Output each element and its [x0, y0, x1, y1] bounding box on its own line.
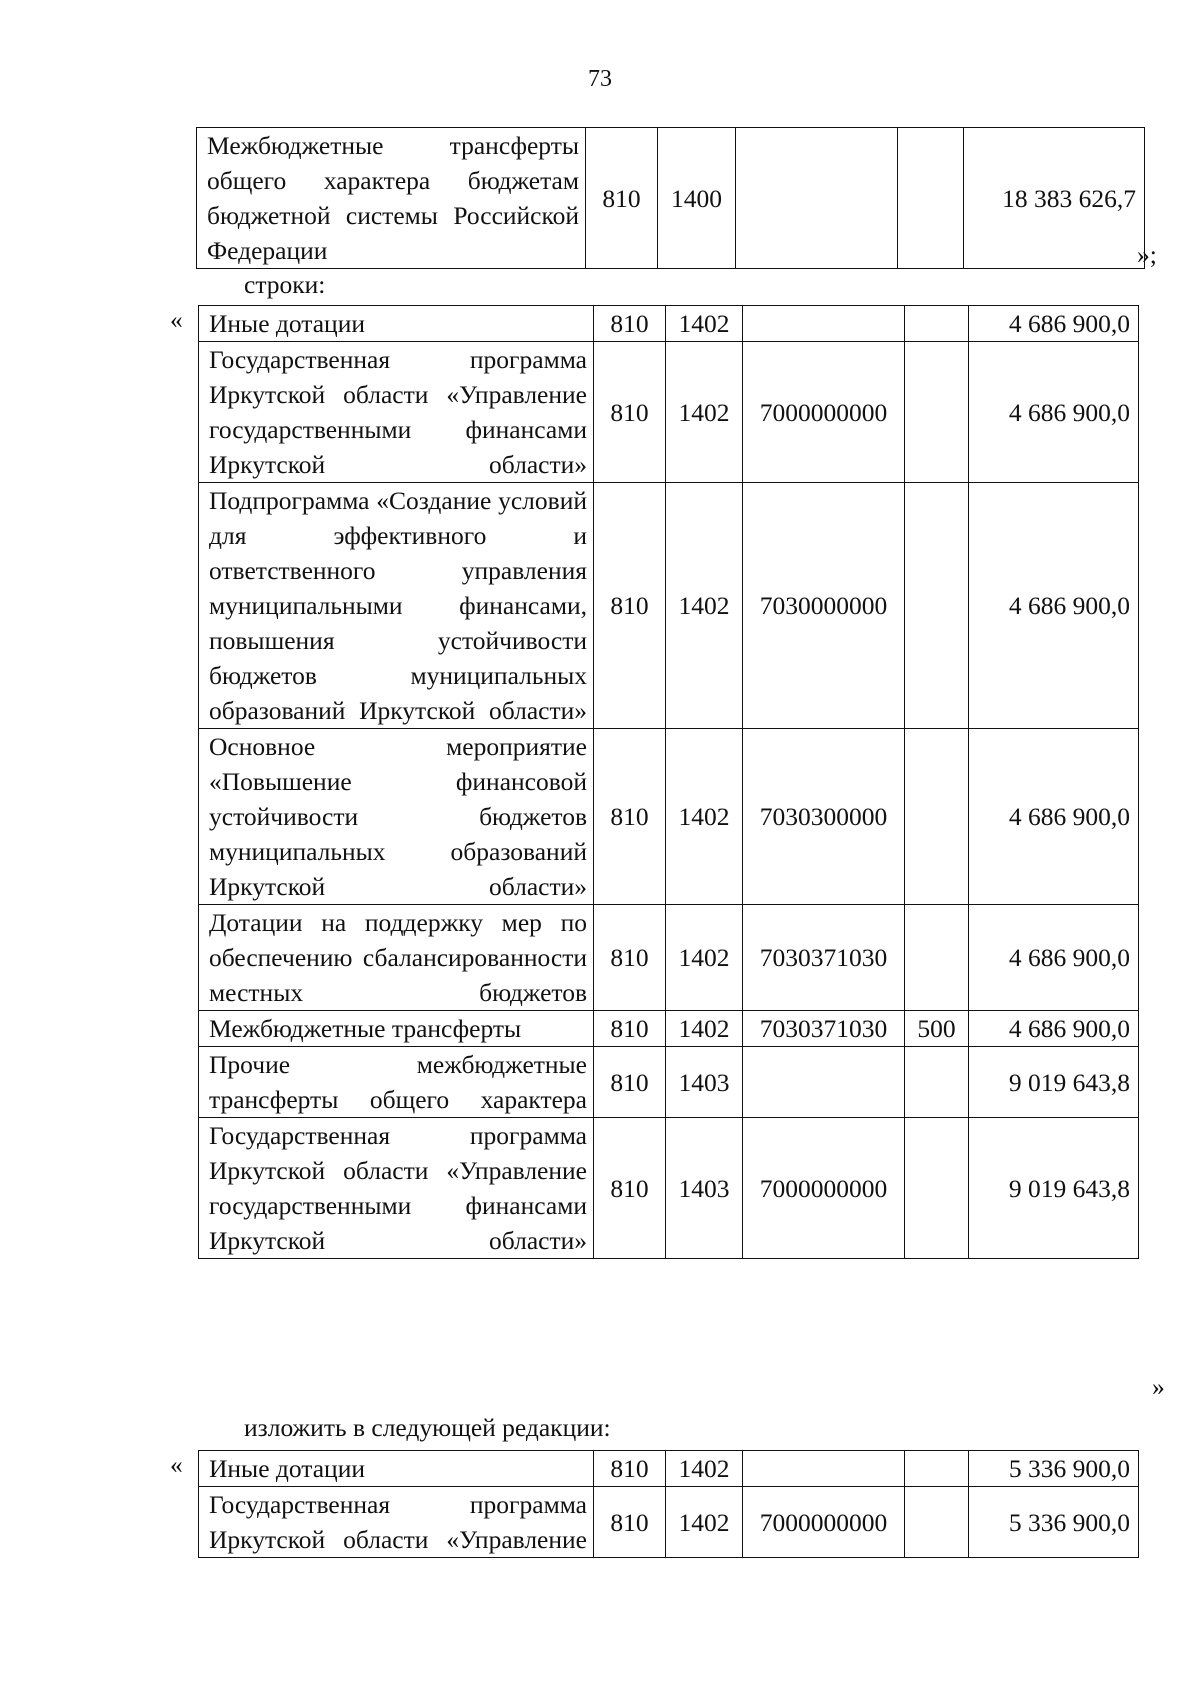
amount: 4 686 900,0 — [969, 306, 1139, 342]
target-article-code: 7030371030 — [743, 1011, 905, 1047]
target-article-code: 7030371030 — [743, 905, 905, 1011]
section-code: 1403 — [666, 1047, 743, 1118]
expense-type-code — [905, 1451, 969, 1487]
edit-label: изложить в следующей редакции: — [244, 1413, 611, 1442]
target-article-code — [743, 306, 905, 342]
ved-code: 810 — [594, 306, 666, 342]
closing-quote-mark: » — [1152, 1372, 1165, 1401]
closing-quote-mark: »; — [1137, 240, 1157, 269]
budget-table-previous — [196, 127, 1145, 269]
table-row — [199, 729, 1139, 905]
section-code: 1403 — [666, 1118, 743, 1259]
opening-quote-mark: « — [170, 305, 183, 334]
table-row — [197, 128, 1145, 269]
table-row — [199, 483, 1139, 729]
table-row — [199, 1011, 1139, 1047]
table-row — [199, 905, 1139, 1011]
expense-type-code — [905, 306, 969, 342]
row-description: Подпрограмма «Создание условий для эффективного и ответственного управления муниципальными финансами, повышения устойчивости бюджетов муниципальных образований Иркутской области» — [199, 483, 594, 729]
section-code: 1402 — [666, 905, 743, 1011]
table-row — [199, 1451, 1139, 1487]
ved-code: 810 — [594, 1047, 666, 1118]
lines-label: строки: — [244, 270, 326, 299]
row-description: Основное мероприятие «Повышение финансовой устойчивости бюджетов муниципальных образований Иркутской области» — [199, 729, 594, 905]
expense-type-code — [905, 1047, 969, 1118]
target-article-code: 7000000000 — [743, 1487, 905, 1558]
section-code: 1402 — [666, 342, 743, 483]
table-row — [199, 1047, 1139, 1118]
table-row — [199, 342, 1139, 483]
expense-type-code — [905, 1487, 969, 1558]
section-code: 1400 — [658, 128, 736, 269]
target-article-code: 7000000000 — [743, 342, 905, 483]
section-code: 1402 — [666, 306, 743, 342]
row-description: Межбюджетные трансферты общего характера бюджетам бюджетной системы Российской Федерации — [197, 128, 586, 269]
row-description: Иные дотации — [199, 306, 594, 342]
amount: 4 686 900,0 — [969, 342, 1139, 483]
section-code: 1402 — [666, 483, 743, 729]
expense-type-code — [898, 128, 964, 269]
page-number: 73 — [588, 66, 612, 92]
target-article-code — [743, 1047, 905, 1118]
section-code: 1402 — [666, 1451, 743, 1487]
amount: 5 336 900,0 — [969, 1451, 1139, 1487]
ved-code: 810 — [594, 1011, 666, 1047]
amount: 4 686 900,0 — [969, 483, 1139, 729]
target-article-code: 7000000000 — [743, 1118, 905, 1259]
expense-type-code: 500 — [905, 1011, 969, 1047]
ved-code: 810 — [594, 483, 666, 729]
row-description: Иные дотации — [199, 1451, 594, 1487]
amount: 5 336 900,0 — [969, 1487, 1139, 1558]
amount: 18 383 626,7 — [964, 128, 1145, 269]
target-article-code: 7030000000 — [743, 483, 905, 729]
ved-code: 810 — [594, 1118, 666, 1259]
ved-code: 810 — [586, 128, 658, 269]
expense-type-code — [905, 342, 969, 483]
budget-table-old — [198, 305, 1139, 1259]
amount: 4 686 900,0 — [969, 1011, 1139, 1047]
expense-type-code — [905, 1118, 969, 1259]
expense-type-code — [905, 729, 969, 905]
ved-code: 810 — [594, 1451, 666, 1487]
opening-quote-mark: « — [170, 1450, 183, 1479]
expense-type-code — [905, 905, 969, 1011]
amount: 4 686 900,0 — [969, 729, 1139, 905]
target-article-code — [743, 1451, 905, 1487]
row-description: Прочие межбюджетные трансферты общего характера — [199, 1047, 594, 1118]
ved-code: 810 — [594, 342, 666, 483]
table-row — [199, 1118, 1139, 1259]
amount: 9 019 643,8 — [969, 1118, 1139, 1259]
target-article-code — [736, 128, 898, 269]
amount: 9 019 643,8 — [969, 1047, 1139, 1118]
table-row — [199, 306, 1139, 342]
target-article-code: 7030300000 — [743, 729, 905, 905]
section-code: 1402 — [666, 1011, 743, 1047]
row-description: Государственная программа Иркутской области «Управление государственными финансами Иркутской области» — [199, 342, 594, 483]
row-description: Государственная программа Иркутской области «Управление государственными финансами Иркутской области» — [199, 1118, 594, 1259]
row-description: Межбюджетные трансферты — [199, 1011, 594, 1047]
amount: 4 686 900,0 — [969, 905, 1139, 1011]
row-description: Государственная программа Иркутской области «Управление — [199, 1487, 594, 1558]
ved-code: 810 — [594, 905, 666, 1011]
ved-code: 810 — [594, 1487, 666, 1558]
budget-table-new — [198, 1450, 1139, 1558]
table-row — [199, 1487, 1139, 1558]
section-code: 1402 — [666, 1487, 743, 1558]
ved-code: 810 — [594, 729, 666, 905]
row-description: Дотации на поддержку мер по обеспечению сбалансированности местных бюджетов — [199, 905, 594, 1011]
section-code: 1402 — [666, 729, 743, 905]
expense-type-code — [905, 483, 969, 729]
